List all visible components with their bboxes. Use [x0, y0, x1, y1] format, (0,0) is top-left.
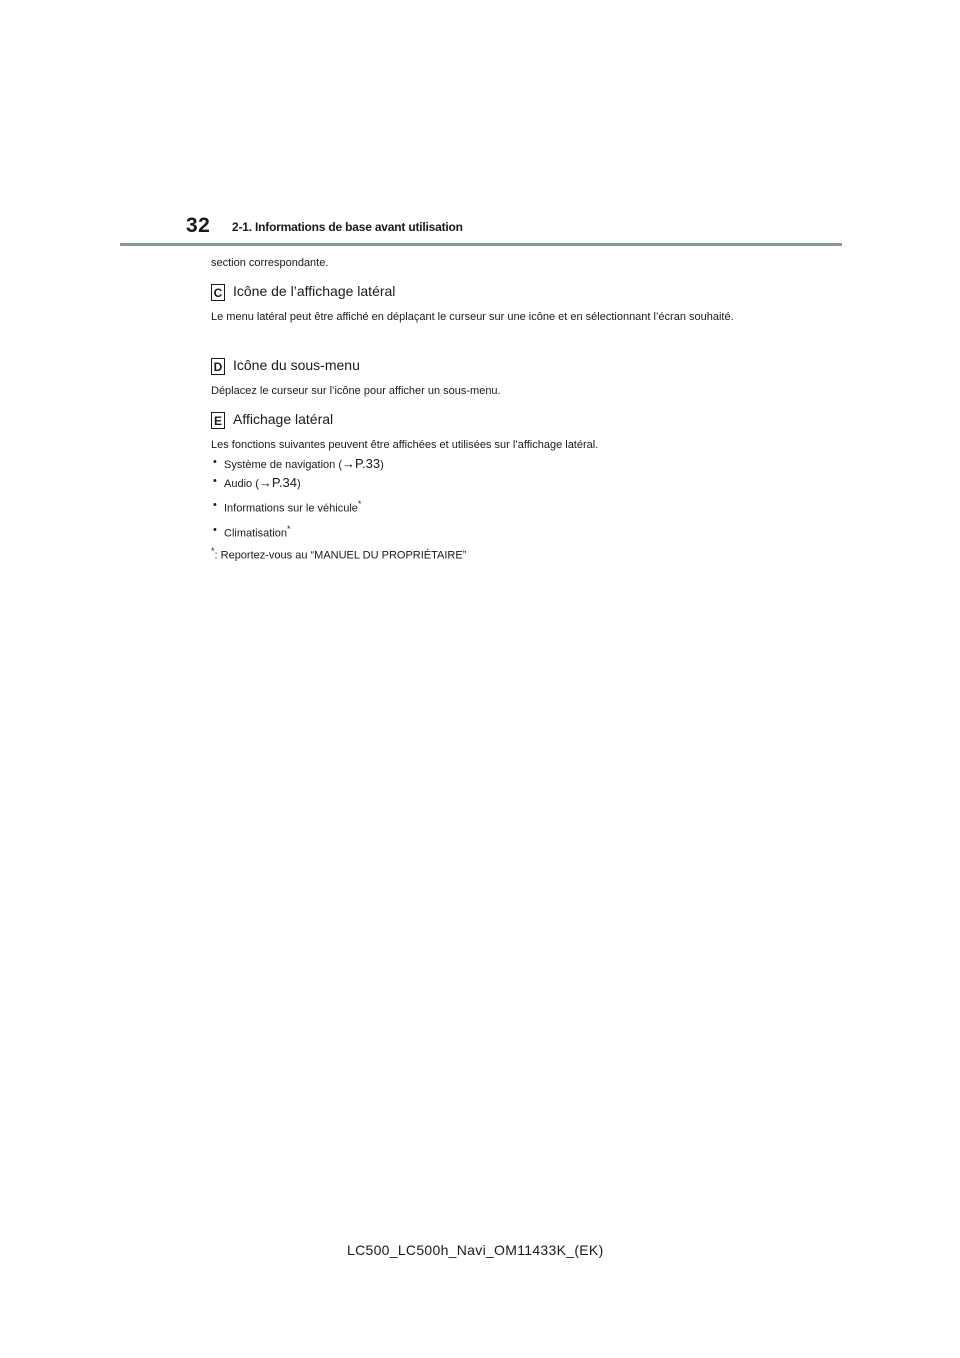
- side-display-function-list: [213, 456, 384, 546]
- bullet-dot: •: [213, 524, 217, 536]
- page-reference-link[interactable]: →P.34: [258, 475, 297, 490]
- page-reference-link[interactable]: →P.33: [342, 456, 381, 471]
- item-e-title: Affichage latéral: [233, 411, 334, 427]
- item-c-description: Le menu latéral peut être affiché en déplaçant le curseur sur une icône et en sélectionnant l’écran souhaité.: [211, 311, 734, 323]
- item-e-description: Les fonctions suivantes peuvent être affichées et utilisées sur l’affichage latéral.: [211, 439, 599, 451]
- footnote: [211, 546, 466, 562]
- list-item-navigation: [213, 456, 384, 475]
- footnote-mark: *: [357, 499, 362, 509]
- list-item-audio: [213, 475, 384, 499]
- list-item-climate: [213, 524, 384, 546]
- bullet-dot: •: [213, 456, 217, 468]
- list-item-close: ): [380, 459, 384, 471]
- document-code: LC500_LC500h_Navi_OM11433K_(EK): [347, 1242, 604, 1258]
- bullet-dot: •: [213, 499, 217, 511]
- list-item-text: Informations sur le véhicule: [224, 502, 358, 515]
- footnote-mark: *: [286, 524, 291, 534]
- list-item-vehicle-info: [213, 499, 384, 524]
- item-c-title: Icône de l’affichage latéral: [233, 283, 396, 299]
- item-d-title: Icône du sous-menu: [233, 357, 360, 373]
- bullet-dot: •: [213, 475, 217, 487]
- section-title: 2-1. Informations de base avant utilisation: [232, 220, 463, 234]
- list-item-text: Climatisation: [224, 527, 287, 540]
- intro-text: section correspondante.: [211, 257, 329, 269]
- page-number: 32: [186, 214, 211, 237]
- list-item-text: Système de navigation (: [224, 459, 343, 471]
- footnote-mark: *: [211, 546, 215, 556]
- item-e-letter-badge: E: [211, 412, 225, 429]
- header-divider: [120, 243, 842, 246]
- page-header: [0, 0, 960, 250]
- item-d-letter-badge: D: [211, 358, 225, 375]
- footnote-text: : Reportez-vous au “MANUEL DU PROPRIÉTAIRE”: [214, 549, 467, 562]
- item-d-description: Déplacez le curseur sur l’icône pour afficher un sous-menu.: [211, 385, 501, 397]
- list-item-text: Audio (: [224, 478, 259, 490]
- list-item-close: ): [296, 478, 301, 490]
- item-c-letter-badge: C: [211, 284, 225, 301]
